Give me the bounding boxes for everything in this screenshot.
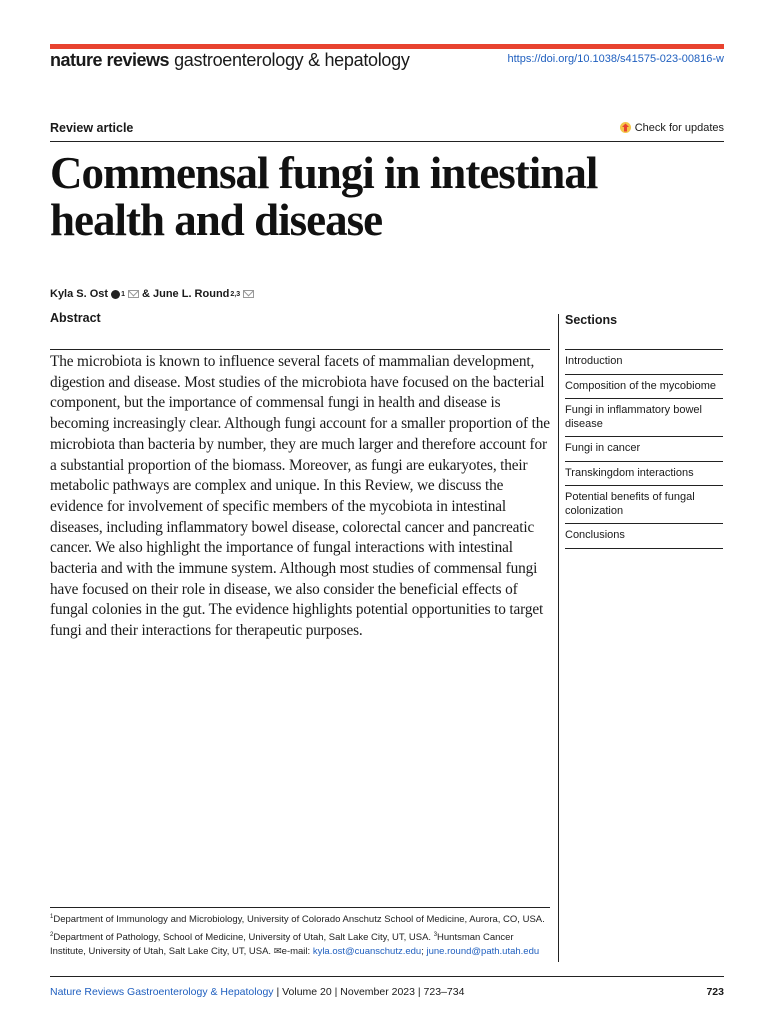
sections-heading: Sections	[565, 313, 618, 327]
masthead-journal: gastroenterology & hepatology	[174, 50, 410, 70]
article-title-line: health and disease	[50, 195, 383, 245]
section-link-cancer[interactable]: Fungi in cancer	[565, 437, 723, 462]
section-link-composition[interactable]: Composition of the mycobiome	[565, 375, 723, 400]
affiliation-sup: 2	[50, 931, 54, 938]
author-list	[50, 288, 257, 300]
affiliations	[50, 910, 550, 960]
article-title	[50, 150, 690, 244]
footer-journal-link[interactable]: Nature Reviews Gastroenterology & Hepatology	[50, 986, 274, 998]
top-accent-rule	[50, 44, 724, 49]
divider	[50, 907, 550, 908]
footer-details: | Volume 20 | November 2023 | 723–734	[273, 986, 465, 998]
column-divider	[558, 314, 559, 962]
masthead	[50, 50, 410, 71]
check-for-updates-button[interactable]	[619, 121, 724, 134]
divider	[50, 349, 550, 350]
abstract-text: The microbiota is known to influence several facets of mammalian development, digestion and disease. Most studies of the microbiota have focused on the bacterial component, but the importance of commensal fungi in health and disease is becoming increasingly clear. Although fungi account for a smaller proportion of the microbiota than bacteria by number, they are much larger and therefore account for a substantial proportion of the biomass. Moreover, as fungi are eukaryotes, their metabolic pathways are complex and unique. In this Review, we discuss the evidence for involvement of specific members of the mycobiota in intestinal diseases, including inflammatory bowel disease, colorectal cancer and pancreatic cancer. We also highlight the importance of fungal interactions with intestinal bacteria and with the immune system. Although most studies of commensal fungi have focused on their role in disease, we also consider the beneficial effects of fungal colonies in the gut. The evidence highlights potential opportunities to target fungi and their interactions for therapeutic purposes.	[50, 353, 550, 640]
section-link-transkingdom[interactable]: Transkingdom interactions	[565, 462, 723, 487]
section-link-conclusions[interactable]: Conclusions	[565, 524, 723, 549]
doi-link[interactable]: https://doi.org/10.1038/s41575-023-00816-w	[507, 53, 724, 65]
affiliation-text: Department of Immunology and Microbiology, University of Colorado Anschutz School of Medicine, Aurora, CO, USA.	[53, 914, 545, 926]
affiliation-sup: 3	[433, 931, 438, 938]
masthead-brand: nature reviews	[50, 50, 170, 70]
sections-list	[565, 349, 723, 549]
article-title-line: Commensal fungi in intestinal	[50, 148, 598, 198]
email-icon: ✉	[273, 946, 282, 958]
email-separator: ;	[421, 946, 427, 958]
section-link-ibd[interactable]: Fungi in inflammatory bowel disease	[565, 399, 723, 437]
check-for-updates-icon	[619, 121, 632, 134]
check-for-updates-label: Check for updates	[634, 121, 724, 134]
author-name[interactable]: Kyla S. Ost	[50, 288, 109, 300]
footer-citation	[50, 986, 464, 998]
divider	[50, 976, 724, 977]
section-link-introduction[interactable]: Introduction	[565, 350, 723, 375]
section-link-benefits[interactable]: Potential benefits of fungal colonization	[565, 486, 723, 524]
affiliation-sup: 1	[50, 914, 54, 920]
email-link[interactable]: june.round@path.utah.edu	[426, 946, 540, 958]
email-icon[interactable]	[128, 290, 139, 298]
divider	[50, 141, 724, 142]
article-type: Review article	[50, 121, 134, 135]
email-label: e-mail:	[281, 946, 313, 958]
sections-nav	[565, 312, 723, 549]
author-joiner: &	[141, 288, 150, 300]
affiliation-text: Department of Pathology, School of Medicine, University of Utah, Salt Lake City, UT, USA.	[53, 931, 434, 943]
affiliation-text: Huntsman Cancer Institute, University of Utah, Salt Lake City, UT, USA.	[50, 931, 514, 958]
email-icon[interactable]	[243, 290, 254, 298]
author-affiliation-sup: 2,3	[230, 290, 241, 298]
abstract-heading: Abstract	[50, 311, 101, 325]
email-link[interactable]: kyla.ost@cuanschutz.edu	[312, 946, 422, 958]
orcid-icon[interactable]	[111, 290, 120, 299]
author-name[interactable]: June L. Round	[153, 288, 230, 300]
page-number: 723	[706, 986, 724, 998]
author-affiliation-sup: 1	[121, 290, 125, 298]
